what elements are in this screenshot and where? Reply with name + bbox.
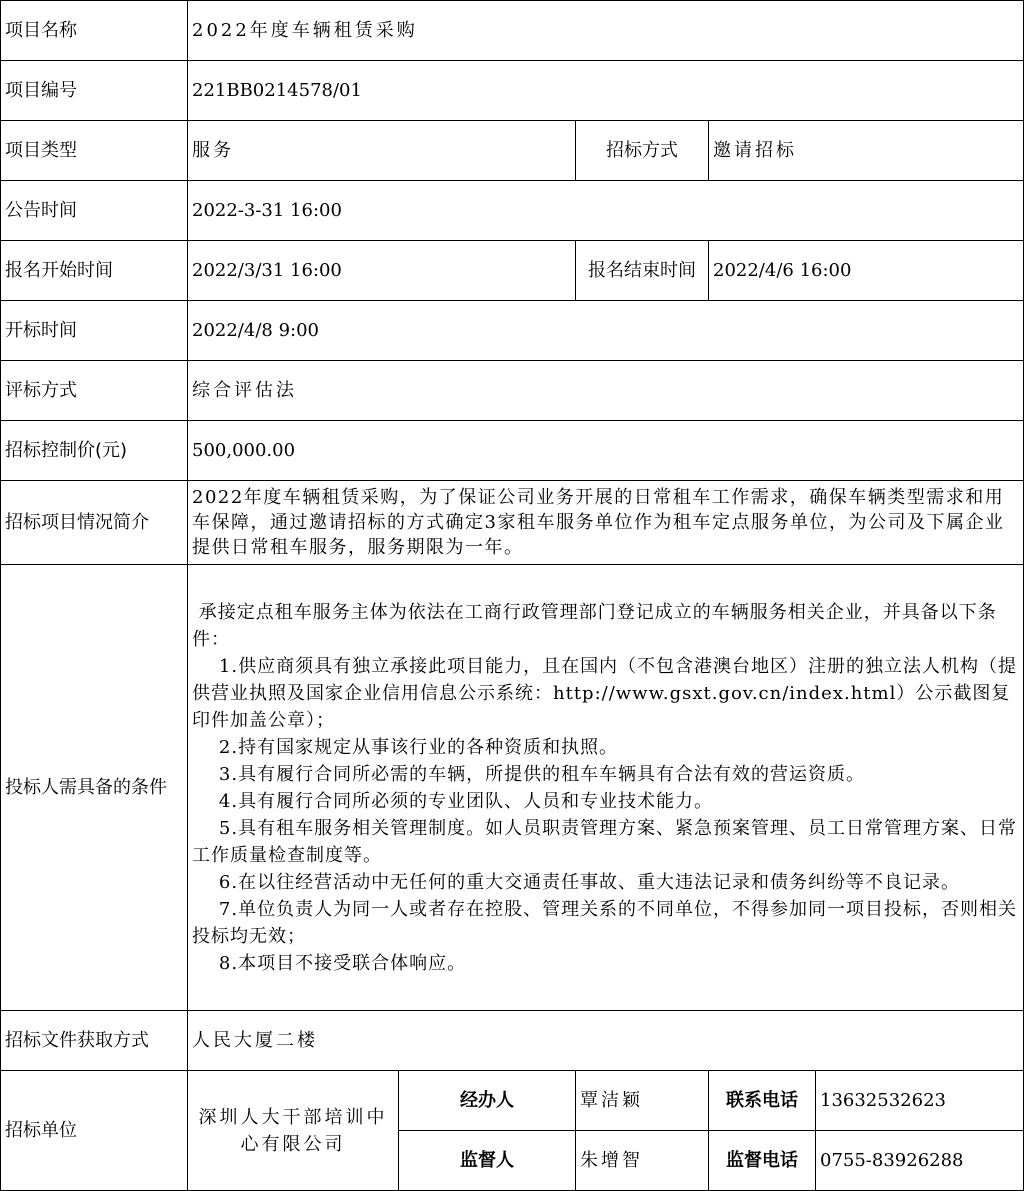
intro-value: 2022年度车辆租赁采购，为了保证公司业务开展的日常租车工作需求，确保车辆类型需求和用车保障，通过邀请招标的方式确定3家租车服务单位作为租车定点服务单位，为公司及下属企业提供日常租车服务，服务期限为一年。 (188, 481, 1024, 565)
row-project-type (1, 121, 1024, 181)
project-number-label: 项目编号 (1, 61, 188, 121)
eval-method-value: 综合评估法 (188, 361, 1024, 421)
conditions-lead: 承接定点租车服务主体为依法在工商行政管理部门登记成立的车辆服务相关企业，并具备以下条件： (192, 601, 997, 650)
handler-name: 覃洁颖 (576, 1071, 709, 1131)
row-registration (1, 241, 1024, 301)
conditions-label: 投标人需具备的条件 (1, 565, 188, 1011)
registration-start-label: 报名开始时间 (1, 241, 188, 301)
row-intro (1, 481, 1024, 565)
bid-open-value: 2022/4/8 9:00 (188, 301, 1024, 361)
row-announce-time (1, 181, 1024, 241)
project-number-value: 221BB0214578/01 (188, 61, 1024, 121)
row-control-price (1, 421, 1024, 481)
intro-label: 招标项目情况简介 (1, 481, 188, 565)
row-project-number (1, 61, 1024, 121)
phone-value: 13632532623 (816, 1071, 1024, 1131)
project-type-value: 服务 (188, 121, 576, 181)
registration-start-value: 2022/3/31 16:00 (188, 241, 576, 301)
bidder-org: 深圳人大干部培训中心有限公司 (188, 1071, 399, 1191)
row-bidder-1 (1, 1071, 1024, 1131)
phone-label: 联系电话 (709, 1071, 816, 1131)
announce-time-value: 2022-3-31 16:00 (188, 181, 1024, 241)
condition-item: 2.持有国家规定从事该行业的各种资质和执照。 (192, 736, 619, 758)
row-bid-open (1, 301, 1024, 361)
registration-end-value: 2022/4/6 16:00 (709, 241, 1024, 301)
condition-item: 4.具有履行合同所必须的专业团队、人员和专业技术能力。 (192, 790, 714, 812)
doc-method-value: 人民大厦二楼 (188, 1011, 1024, 1071)
control-price-label: 招标控制价(元) (1, 421, 188, 481)
bid-open-label: 开标时间 (1, 301, 188, 361)
project-name-value: 2022年度车辆租赁采购 (188, 1, 1024, 61)
supervisor-label: 监督人 (399, 1131, 576, 1191)
supervisor-name: 朱增智 (576, 1131, 709, 1191)
registration-end-label: 报名结束时间 (576, 241, 709, 301)
row-conditions (1, 565, 1024, 1011)
project-type-label: 项目类型 (1, 121, 188, 181)
conditions-value (188, 565, 1024, 1011)
supervisor-phone-value: 0755-83926288 (816, 1131, 1024, 1191)
eval-method-label: 评标方式 (1, 361, 188, 421)
row-eval-method (1, 361, 1024, 421)
handler-label: 经办人 (399, 1071, 576, 1131)
bid-method-label: 招标方式 (576, 121, 709, 181)
condition-item: 3.具有履行合同所必需的车辆，所提供的租车车辆具有合法有效的营运资质。 (192, 763, 866, 785)
supervisor-phone-label: 监督电话 (709, 1131, 816, 1191)
condition-item: 1.供应商须具有独立承接此项目能力，且在国内（不包含港澳台地区）注册的独立法人机构（提供营业执照及国家企业信用信息公示系统：http://www.gsxt.gov.cn/index.html）公示截图复印件加盖公章）； (192, 655, 1018, 731)
condition-item: 6.在以往经营活动中无任何的重大交通责任事故、重大违法记录和债务纠纷等不良记录。 (192, 871, 961, 893)
row-project-name (1, 1, 1024, 61)
row-doc-method (1, 1011, 1024, 1071)
doc-method-label: 招标文件获取方式 (1, 1011, 188, 1071)
condition-item: 8.本项目不接受联合体响应。 (192, 952, 467, 974)
condition-item: 7.单位负责人为同一人或者存在控股、管理关系的不同单位，不得参加同一项目投标，否则相关投标均无效； (192, 898, 1018, 947)
condition-item: 5.具有租车服务相关管理制度。如人员职责管理方案、紧急预案管理、员工日常管理方案、日常工作质量检查制度等。 (192, 817, 1018, 866)
project-name-label: 项目名称 (1, 1, 188, 61)
announce-time-label: 公告时间 (1, 181, 188, 241)
bidder-label: 招标单位 (1, 1071, 188, 1191)
control-price-value: 500,000.00 (188, 421, 1024, 481)
bid-method-value: 邀请招标 (709, 121, 1024, 181)
